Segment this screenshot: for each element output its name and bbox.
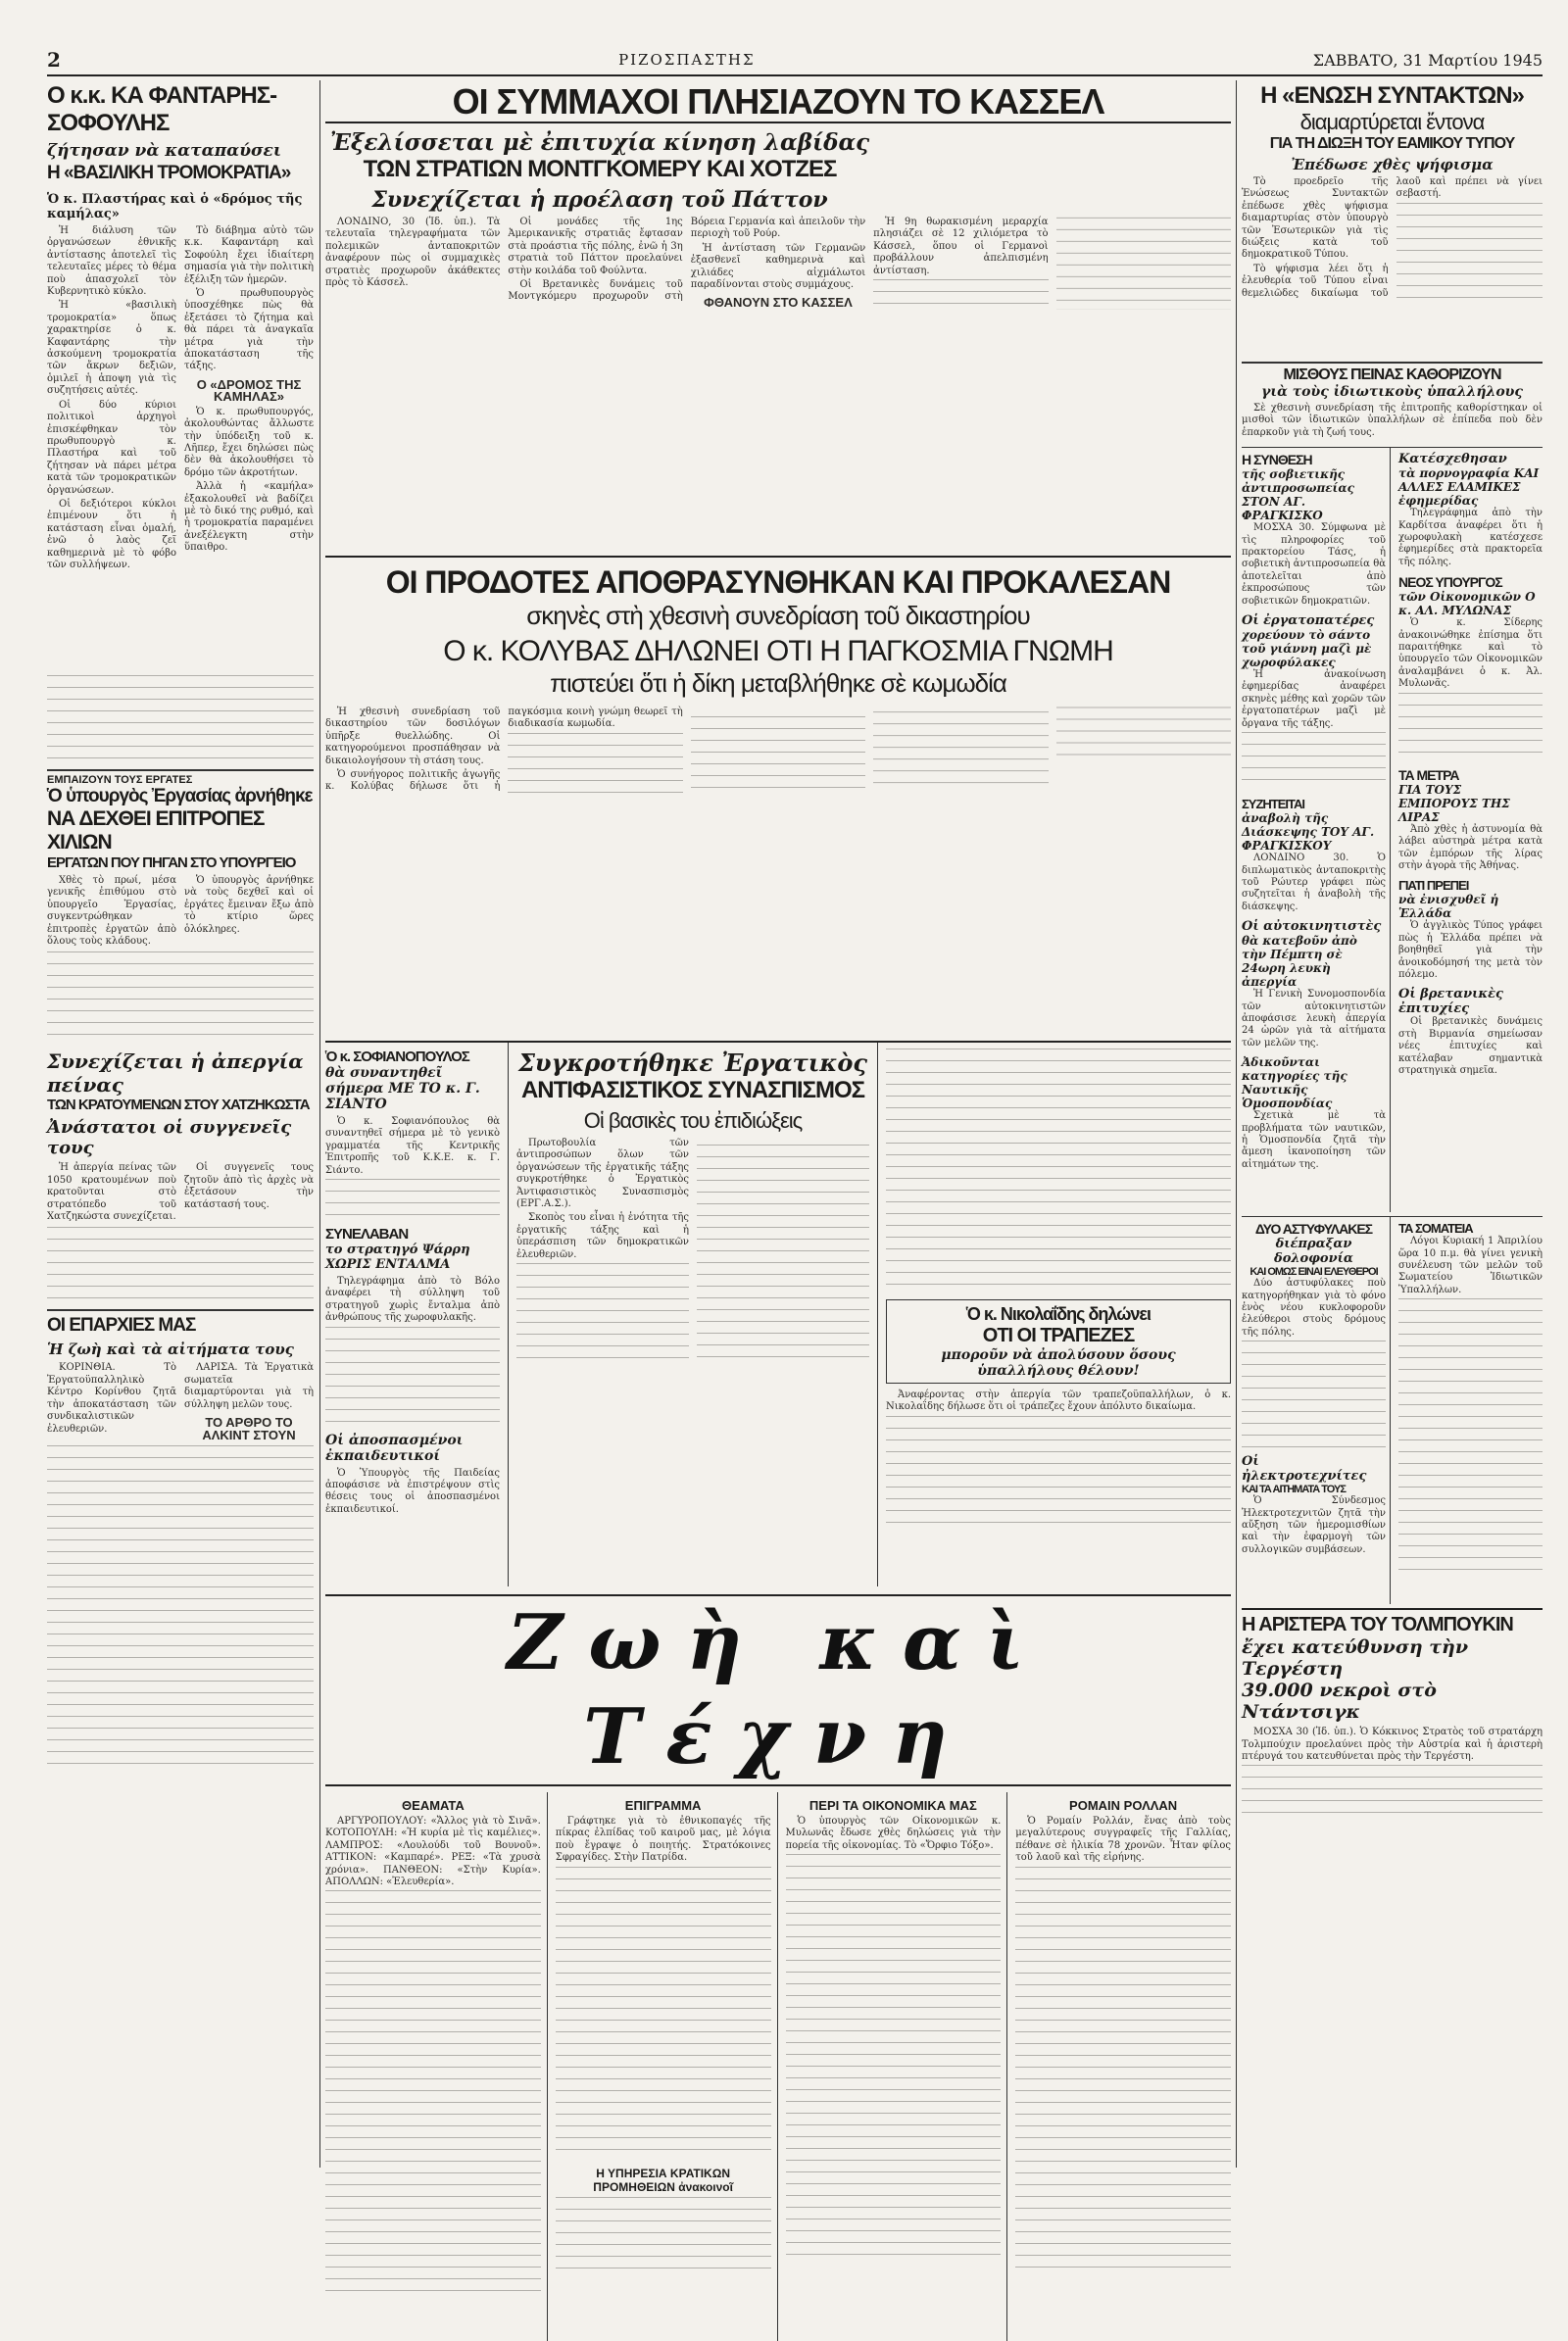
- paragraph: ΚΟΡΙΝΘΙΑ. Τὸ Ἐργατοϋπαλληλικὸ Κέντρο Κορίνθου ζητᾶ τὴν ἀποκατάσταση τῶν συνδικαλιστικῶν ἐλευθεριῶν.: [47, 1362, 176, 1435]
- culture-section-title-item: ΕΠΙΓΡΑΜΜΑ: [624, 1798, 702, 1813]
- provinces-subhead: Ἡ ζωὴ καὶ τὰ αἰτήματα τους: [47, 1341, 294, 1359]
- culture-section-title: Ζωὴ καὶ Τέχνη: [325, 1594, 1231, 1786]
- col3-two-column-area: [1242, 447, 1543, 1212]
- paragraph: Οἱ Βρετανικὲς δυνάμεις τοῦ Μοντγκόμερυ προχωροῦν στὴ Βόρεια Γερμανία καὶ ἀπειλοῦν τὴν περιοχὴ τοῦ Ρούρ.: [508, 217, 866, 303]
- paragraph: ΛΟΝΔΙΝΟ 30. Ὁ διπλωματικὸς ἀνταποκριτὴς τοῦ Ρώυτερ γράφει πὼς συζητεῖται ἡ ἀναβολὴ τῆς διάσκεψης.: [1242, 853, 1386, 912]
- paragraph: Σὲ χθεσινὴ συνεδρίαση τῆς ἐπιτροπῆς καθορίστηκαν οἱ μισθοὶ τῶν ἰδιωτικῶν ὑπαλλήλων σὲ ἐπίπεδα ποὺ δὲν ἐπαρκοῦν γιὰ τὴ ζωή τους.: [1242, 403, 1543, 438]
- paragraph: Ὁ κ. Σίδερης ἀνακοινώθηκε ἐπίσημα ὅτι παραιτήθηκε καὶ τὸ ὑπουργεῖο τῶν Οἰκονομικῶν ἀναλαμβάνει ὁ κ. Ἀλ. Μυλωνᾶς.: [1398, 617, 1543, 690]
- col1-kicker: Ὁ κ. Πλαστήρας καὶ ὁ «δρόμος τῆς καμήλας»: [47, 192, 303, 221]
- middle-stories-row: [325, 1041, 1231, 1586]
- soviet-head: Η ΣΥΝΘΕΣΗ: [1242, 452, 1312, 468]
- brit-head: Οἱ βρετανικὲς ἐπιτυχίες: [1398, 987, 1503, 1017]
- front-headline-2: ΑΝΤΙΦΑΣΙΣΤΙΚΟΣ ΣΥΝΑΣΠΙΣΜΟΣ: [520, 1077, 865, 1103]
- front-article-body: [516, 1138, 869, 1362]
- paragraph: Ὁ ὑπουργὸς ἀρνήθηκε νὰ τοὺς δεχθεῖ καὶ οἱ ἐργάτες ἔμειναν ἔξω ἀπὸ τὸ κτίριο ὥρες ὁλόκληρες.: [184, 875, 314, 935]
- text-lines-filler: [786, 1854, 1002, 2266]
- text-lines-filler: [325, 1327, 500, 1425]
- discharged-head: Οἱ ἀποσπασμένοι ἐκπαιδευτικοί: [325, 1432, 464, 1464]
- strike-subhead: ΤΩΝ ΚΡΑΤΟΥΜΕΝΩΝ ΣΤΟΥ ΧΑΤΖΗΚΩΣΤΑ: [47, 1097, 310, 1114]
- section-rule: [47, 769, 314, 771]
- text-lines-filler: [886, 1416, 1231, 1534]
- text-lines-filler: [325, 1179, 500, 1218]
- text-lines-filler: [556, 1867, 771, 2161]
- text-lines-filler: [47, 1227, 314, 1301]
- paragraph: Ἡ «βασιλικὴ τρομοκρατία» ὅπως χαρακτηρίσε ὁ κ. Καφαντάρης τὴν ἀσκούμενη τρομοκρατία τῶν ἄκρων δεξιῶν, ὁμιλεῖ ἡ ἀποψη γιὰ τὶς συζητήσεις αὐτές.: [47, 300, 176, 397]
- policemen-sub: χορεύουν τὸ σάντο τοῦ γιάννη μαζὶ μὲ χωροφύλακες: [1242, 628, 1372, 670]
- culture-section-title-item: ΡΟΜΑΙΝ ΡΟΛΛΑΝ: [1069, 1798, 1178, 1813]
- conf-head: ΣΥΖΗΤΕΙΤΑΙ: [1242, 797, 1305, 812]
- left-column: [47, 82, 314, 2168]
- paragraph: Ἀναφέροντας στὴν ἀπεργία τῶν τραπεζοϋπαλλήλων, ὁ κ. Νικολαΐδης δήλωσε ὅτι οἱ τράπεζες ἔχουν ἀπόλυτο δικαίωμα.: [886, 1390, 1231, 1413]
- paragraph: ΛΑΡΙΣΑ. Τὰ Ἐργατικὰ σωματεῖα διαμαρτύρονται γιὰ τὴ σύλληψη μελῶν τους.: [184, 1362, 314, 1410]
- box-headline-1: Ὁ ὑπουργὸς Ἐργασίας ἀρνήθηκε: [47, 786, 313, 806]
- box-article-body: [47, 875, 314, 948]
- meter-head: ΤΑ ΜΕΤΡΑ: [1398, 766, 1459, 783]
- text-lines-filler: [47, 1445, 314, 1769]
- arrest-head: ΣΥΝΕΛΑΒΑΝ: [325, 1226, 409, 1244]
- paragraph: Ὁ Σύνδεσμος Ἠλεκτροτεχνιτῶν ζητᾶ τὴν αὔξηση τῶν ἡμερομισθίων καὶ τὴν ἐφαρμογὴ τῶν συλλογικῶν συμβάσεων.: [1242, 1495, 1386, 1555]
- tolbukhin-head: Η ΑΡΙΣΤΕΡΑ ΤΟΥ ΤΟΛΜΠΟΥΚΙΝ: [1242, 1614, 1513, 1636]
- trial-headline-3: Ο κ. ΚΟΛΥΒΑΣ ΔΗΛΩΝΕΙ ΟΤΙ Η ΠΑΓΚΟΣΜΙΑ ΓΝΩΜΗ: [443, 635, 1113, 667]
- section-rule: [47, 1309, 314, 1311]
- col3-right-stories: [1398, 448, 1543, 1212]
- text-lines-filler: [1242, 1341, 1386, 1448]
- wages-sub: γιὰ τοὺς ἰδιωτικοὺς ὑπαλλήλους: [1261, 384, 1523, 400]
- paragraph: Ὁ ἀγγλικὸς Τύπος γράφει πὼς ἡ Ἑλλάδα πρέπει νὰ βοηθηθεῖ γιὰ τὴν ἀνοικοδόμησή της μετὰ τὸν πόλεμο.: [1398, 920, 1543, 980]
- allied-sub-3: Συνεχίζεται ἡ προέλαση τοῦ Πάττον: [371, 187, 828, 213]
- main-headline: ΟΙ ΣΥΜΜΑΧΟΙ ΠΛΗΣΙΑΖΟΥΝ ΤΟ ΚΑΣΣΕΛ: [325, 82, 1231, 123]
- somalia-article: [1398, 1217, 1543, 1604]
- col1-subhead2: Η «ΒΑΣΙΛΙΚΗ ΤΡΟΜΟΚΡΑΤΙΑ»: [47, 163, 291, 183]
- text-lines-filler: [47, 951, 314, 1040]
- trial-headline-4: πιστεύει ὅτι ἡ δίκη μεταβλήθηκε σὲ κωμωδία: [550, 668, 1006, 698]
- paragraph: ΑΡΓΥΡΟΠΟΥΛΟΥ: «Ἄλλος γιὰ τὸ Σινᾶ». ΚΟΤΟΠΟΥΛΗ: «Ἡ κυρία μὲ τὶς καμέλιες». ΛΑΜΠΡΟΣ: «Λουλούδι τοῦ Βουνοῦ». ΑΤΤΙΚΟΝ: «Καμπαρέ». ΡΕΞ: «Τὰ χρυσὰ χρόνια». ΠΑΝΘΕΟΝ: «Στὴν Κυρία». ΑΠΟΛΛΩΝ: «Ἐλευθερία».: [325, 1816, 541, 1888]
- paragraph: Ἡ ἀνακοίνωση ἐφημερίδας ἀναφέρει σκηνὲς μέθης καὶ χορῶν τῶν ἐργατοπατέρων μαζὶ μὲ ὄργανα τῆς τάξης.: [1242, 669, 1387, 729]
- text-lines-filler: [325, 1890, 541, 2302]
- ban-sub: τὰ πορνογραφία ΚΑΙ ΑΛΛΕΣ ΕΛΑΜΙΚΕΣ ἐφημερίδας: [1398, 466, 1540, 509]
- paragraph: ΛΟΝΔΙΝΟ, 30 (Ἰδ. ὑπ.). Τὰ τελευταῖα τηλεγραφήματα τῶν πολεμικῶν ἀνταποκριτῶν ἀναφέρουν πὼς οἱ συμμαχικὲς στρατιὲς προχωροῦν ἀκάθεκτες πρὸς τὸ Κάσσελ.: [325, 217, 501, 289]
- tolbukhin-sub-2: 39.000 νεκροὶ στὸ Ντάντσιγκ: [1242, 1680, 1437, 1724]
- elec-sub: ΚΑΙ ΤΑ ΑΙΤΗΜΑΤΑ ΤΟΥΣ: [1242, 1484, 1346, 1496]
- box-headline-2: ΝΑ ΔΕΧΘΕΙ ΕΠΙΤΡΟΠΕΣ ΧΙΛΙΩΝ: [47, 807, 265, 853]
- paragraph: Ὁ κ. πρωθυπουργός, ἀκολουθώντας ἄλλωστε τὴν ὑπόδειξη τοῦ κ. Λῆπερ, ἔχει δηλώσει πὼς δὲν θὰ ἀκολουθήσει τὸ δρόμο τῶν ἀκροτήτων.: [184, 406, 314, 478]
- page-number: 2: [47, 48, 61, 72]
- soph-headline: Ὁ κ. ΣΟΦΙΑΝΟΠΟΥΛΟΣ: [325, 1049, 469, 1065]
- paragraph: ΜΟΣΧΑ 30 (Ἰδ. ὑπ.). Ὁ Κόκκινος Στρατὸς τοῦ στρατάρχη Τολμπούχιν προελαύνει πρὸς τὴν Αὐστρία καὶ ἡ ἀριστερὴ πτέρυγά του κατευθύνεται πρὸς τὴν Τεργέστη.: [1242, 1727, 1543, 1763]
- why-sub: νὰ ἐνισχυθεῖ ἡ Ἑλλάδα: [1398, 893, 1499, 921]
- section-rule: [1242, 362, 1543, 364]
- text-lines-filler: [1242, 732, 1386, 791]
- text-lines-filler: [1015, 1867, 1231, 2278]
- text-lines-filler: [1396, 203, 1544, 301]
- col1-subhead: ζήτησαν νὰ καταπαύσει: [47, 141, 282, 161]
- paragraph: Οἱ δεξιότεροι κύκλοι ἐπιμένουν ὅτι ἡ κατάσταση εἶναι ὁμαλή, ἐνῶ ὁ λαὸς ζεῖ καθημερινὰ μὲ τὸ φόβο τῶν συλλήψεων.: [47, 498, 176, 570]
- paragraph: Τηλεγράφημα ἀπὸ τὸ Βόλο ἀναφέρει τὴ σύλληψη τοῦ στρατηγοῦ χωρὶς ἔνταλμα ἀπὸ ἀνθρώπους τῆς χωροφυλακῆς.: [325, 1276, 500, 1324]
- paragraph: Ὁ ὑπουργὸς τῶν Οἰκονομικῶν κ. Μυλωνᾶς ἔδωσε χθὲς δηλώσεις γιὰ τὴν πορεία τῆς οἰκονομίας. Τὸ «Ὄρφιο Τόξο».: [785, 1816, 1002, 1851]
- nikol-box: [886, 1299, 1231, 1384]
- strike-subhead-2: Ἀνάστατοι οἱ συγγενεῖς τους: [47, 1117, 292, 1159]
- provinces-article-title: ΤΟ ΑΡΘΡΟ ΤΟ ΑΛΚΙΝΤ ΣΤΟΥΝ: [202, 1415, 296, 1442]
- paragraph: Οἱ συγγενεῖς τους ζητοῦν ἀπὸ τὶς ἀρχὲς νὰ ἐξετάσουν τὴν κατάστασή τους.: [184, 1162, 314, 1210]
- box-kicker: ΕΜΠΑΙΖΟΥΝ ΤΟΥΣ ΕΡΓΑΤΕΣ: [47, 774, 193, 786]
- trial-article: [325, 556, 1231, 699]
- nikol-article: [878, 1043, 1231, 1586]
- nikol-sub: ΟΤΙ ΟΙ ΤΡΑΠΕΖΕΣ: [982, 1325, 1135, 1346]
- paragraph: Ὁ Ρομαίν Ρολλάν, ἕνας ἀπὸ τοὺς μεγαλύτερους συγγραφεῖς τῆς Γαλλίας, πέθανε σὲ ἡλικία 78 χρονῶν. Ἦταν φίλος τοῦ λαοῦ καὶ τῆς εἰρήνης.: [1015, 1816, 1231, 1864]
- paragraph: Γράφτηκε γιὰ τὸ ἐθνικοπαγές τῆς πίκρας ἐλπίδας τοῦ καιροῦ μας, μὲ λόγια ποὺ ἔγραψε ὁ ποιητής. Στρατόκοινες Σφραγίδες. Στὴν Πατρίδα.: [555, 1816, 771, 1864]
- paragraph: Χθὲς τὸ πρωί, μέσα γενικῆς ἐπιθύμου στὸ ὑπουργεῖο Ἐργασίας, συγκεντρώθηκαν ἐπιτροπὲς ἐργατῶν ἀπὸ ὅλους τοὺς κλάδους.: [47, 875, 176, 948]
- auto-head: Οἱ αὐτοκινητιστὲς: [1242, 919, 1382, 935]
- paragraph: Ἡ ἀπεργία πείνας τῶν 1050 κρατουμένων ποὺ κρατοῦνται στὸ στρατόπεδο τοῦ Χατζηκώστα συνεχίζεται.: [47, 1162, 176, 1223]
- text-lines-filler: [1398, 1298, 1543, 1573]
- arrest-sub: το στρατηγό Ψάρρη ΧΩΡΙΣ ΕΝΤΑΛΜΑ: [325, 1243, 470, 1273]
- conf-sub: ἀναβολὴ τῆς Διάσκεψης ΤΟΥ ΑΓ. ΦΡΑΓΚΙΣΚΟΥ: [1242, 811, 1375, 853]
- newspaper-page: [47, 45, 1543, 2194]
- provinces-body: [47, 1362, 314, 1440]
- paragraph: Ὁ Ὑπουργὸς τῆς Παιδείας ἀποφάσισε νὰ ἐπιστρέψουν στὶς θέσεις τους οἱ ἀποσπασμένοι ἐκπαιδευτικοί.: [325, 1467, 500, 1515]
- police-head: ΔΥΟ ΑΣΤΥΦΥΛΑΚΕΣ: [1254, 1221, 1373, 1238]
- paragraph: Οἱ δύο κύριοι πολιτικοὶ ἀρχηγοὶ ἐπισκέφθηκαν τὸν πρωθυπουργὸ κ. Πλαστήρα καὶ τοῦ ζήτησαν νὰ πάρει μέτρα κατὰ τῶν τρομοκρατικῶν ὀργανώσεων.: [47, 399, 176, 496]
- col3-headline-1: Η «ΕΝΩΣΗ ΣΥΝΤΑΚΤΩΝ»: [1260, 82, 1524, 109]
- text-lines-filler: [556, 2197, 771, 2275]
- soph-article: [325, 1043, 509, 1586]
- paragraph: Τὸ διάβημα αὐτὸ τῶν κ.κ. Καφαντάρη καὶ Σοφούλη ἔχει ἰδιαίτερη σημασία γιὰ τὴν πολιτικὴ ἐξέλιξη τῶν ἡμερῶν.: [184, 225, 314, 285]
- soviet-sub: τῆς σοβιετικῆς ἀντιπροσωπείας ΣΤΟΝ ΑΓ. ΦΡΑΓΚΙΣΚΟ: [1242, 467, 1354, 523]
- col1-headline: Ο κ.κ. ΚΑ ΦΑΝΤΑΡΗΣ-ΣΟΦΟΥΛΗΣ: [47, 82, 277, 136]
- column-rule: [1236, 80, 1237, 2168]
- culture-section: [786, 1792, 1008, 2341]
- paragraph: Πρωτοβουλία τῶν ἀντιπροσώπων ὅλων τῶν ὀργανώσεων τῆς ἐργατικῆς τάξης συγκροτήθηκε ὁ Ἐργατικὸς Ἀντιφασιστικὸς Συνασπισμὸς (ΕΡΓ.Α.Σ.).: [516, 1138, 689, 1210]
- allied-subsection: ΦΘΑΝΟΥΝ ΣΤΟ ΚΑΣΣΕΛ: [704, 295, 853, 311]
- police-sub-2: ΚΑΙ ΟΜΩΣ ΕΙΝΑΙ ΕΛΕΥΘΕΡΟΙ: [1250, 1266, 1378, 1279]
- col1-article-body: [47, 225, 314, 671]
- paragraph: Οἱ βρετανικὲς δυνάμεις στὴ Βιρμανία σημείωσαν νέες ἐπιτυχίες καὶ κατέλαβαν σημαντικὰ στρατηγικὰ σημεῖα.: [1398, 1016, 1543, 1076]
- policemen-head: Οἱ ἐργατοπατέρες: [1242, 613, 1375, 629]
- text-lines-filler: [1398, 693, 1543, 761]
- paragraph: Ἡ 9η θωρακισμένη μεραρχία πλησιάζει σὲ 12 χιλιόμετρα τὸ Κάσσελ, ὅπου οἱ Γερμανοὶ προβάλλουν ἀπελπισμένη ἀντίσταση.: [873, 217, 1049, 276]
- culture-section: [556, 1792, 778, 2341]
- service-head: Η ΥΠΗΡΕΣΙΑ ΚΡΑΤΙΚΩΝ ΠΡΟΜΗΘΕΙΩΝ ἀνακοινοῖ: [593, 2166, 733, 2194]
- text-lines-filler: [1242, 1765, 1543, 1824]
- paragraph: Τηλεγράφημα ἀπὸ τὴν Καρδίτσα ἀναφέρει ὅτι ἡ χωροφυλακὴ κατέσχεσε ἐφημερίδες στὰ πρακτορεῖα τῆς πόλης.: [1398, 508, 1543, 567]
- navy-head: Ἀδικοῦνται κατηγορίες τῆς Ναυτικῆς Ὁμοσπονδίας: [1242, 1055, 1348, 1111]
- auto-sub: θὰ κατεβοῦν ἀπὸ τὴν Πέμπτη σὲ 24ωρη λευκὴ ἀπεργία: [1242, 934, 1357, 990]
- nikol-headline: Ὁ κ. Νικολαΐδης δηλώνει: [966, 1304, 1151, 1324]
- trial-headline-1: ΟΙ ΠΡΟΔΟΤΕΣ ΑΠΟΘΡΑΣΥΝΘΗΚΑΝ ΚΑΙ ΠΡΟΚΑΛΕΣΑΝ: [385, 564, 1171, 600]
- wages-head: ΜΙΣΘΟΥΣ ΠΕΙΝΑΣ ΚΑΘΟΡΙΖΟΥΝ: [1283, 366, 1501, 383]
- front-subhead: Οἱ βασικὲς του ἐπιδιώξεις: [583, 1108, 803, 1133]
- text-lines-filler: [886, 1049, 1231, 1293]
- box-headline-3: ΕΡΓΑΤΩΝ ΠΟΥ ΠΗΓΑΝ ΣΤΟ ΥΠΟΥΡΓΕΙΟ: [47, 854, 296, 871]
- paragraph: Ἡ ἀντίσταση τῶν Γερμανῶν ἐξασθενεῖ καθημερινὰ καὶ χιλιάδες αἰχμάλωτοι παραδίνονται στοὺς συμμάχους.: [690, 242, 866, 291]
- col3-article-body: [1242, 176, 1543, 358]
- culture-section-title-item: ΘΕΑΜΑΤΑ: [402, 1798, 465, 1813]
- trial-headline-2: σκηνὲς στὴ χθεσινὴ συνεδρίαση τοῦ δικαστηρίου: [526, 601, 1030, 630]
- allied-sub-1: Ἐξελίσσεται μὲ ἐπιτυχία κίνηση λαβίδας: [329, 129, 870, 156]
- col3-left-stories: [1242, 448, 1391, 1212]
- paragraph: Ὁ πρωθυπουργὸς ὑποσχέθηκε πὼς θὰ ἐξετάσει τὸ ζήτημα καὶ θὰ πάρει τὰ ἀναγκαῖα μέτρα γιὰ τὴν ἀποκατάσταση τῆς τάξης.: [184, 288, 314, 372]
- why-head: ΓΙΑΤΙ ΠΡΕΠΕΙ: [1398, 878, 1469, 894]
- allied-article: [325, 123, 874, 217]
- culture-section-title-item: ΠΕΡΙ ΤΑ ΟΙΚΟΝΟΜΙΚΑ ΜΑΣ: [808, 1798, 977, 1813]
- col3-headline-3: ΓΙΑ ΤΗ ΔΙΩΞΗ ΤΟΥ ΕΑΜΙΚΟΥ ΤΥΠΟΥ: [1269, 135, 1515, 152]
- paragraph: Ἀπὸ χθὲς ἡ ἀστυνομία θὰ λάβει αὐστηρὰ μέτρα κατὰ τῶν ἐμπόρων τῆς λίρας στὴν ἀγορὰ τῆς Ἀθήνας.: [1398, 823, 1543, 871]
- col3-headline-2: διαμαρτύρεται ἔντονα: [1299, 110, 1485, 134]
- trial-article-body: [325, 707, 1231, 1035]
- culture-section: [325, 1792, 548, 2341]
- police-sub: διέπραξαν δολοφονία: [1274, 1237, 1353, 1267]
- front-article: [509, 1043, 878, 1586]
- tolbukhin-article: [1242, 1608, 1543, 1824]
- paragraph: Λόγοι Κυριακή 1 Ἀπριλίου ὥρα 10 π.μ. θὰ γίνει γενικὴ συνέλευση τῶν μελῶν τοῦ Σωματείου Ἰδιωτικῶν Ὑπαλλήλων.: [1398, 1236, 1543, 1295]
- paragraph: Ἀλλὰ ἡ «καμήλα» ἐξακολουθεῖ νὰ βαδίζει μὲ τὸ δικό της ρυθμό, καὶ ἡ τρομοκρατία παραμένει ἀνεξέλεγκτη στὴν ὕπαιθρο.: [184, 481, 314, 554]
- meter-sub: ΓΙΑ ΤΟΥΣ ΕΜΠΟΡΟΥΣ ΤΗΣ ΛΙΡΑΣ: [1398, 782, 1510, 824]
- paragraph: Σχετικὰ μὲ τὰ προβλήματα τῶν ναυτικῶν, ἡ Ὁμοσπονδία ζητᾶ τὴν ἄμεση ἱκανοποίηση τῶν αἰτημάτων της.: [1242, 1110, 1386, 1170]
- paragraph: Ἡ χθεσινὴ συνεδρίαση τοῦ δικαστηρίου τῶν δοσιλόγων ὑπῆρξε θυελλώδης. Οἱ κατηγορούμενοι προσπάθησαν νὰ δικαιολογήσουν τὴ στάση τους.: [325, 707, 501, 766]
- paragraph: Ὁ κ. Σοφιανόπουλος θὰ συναντηθεῖ σήμερα μὲ τὸ γενικὸ γραμματέα τῆς Κεντρικῆς Ἐπιτροπῆς τοῦ Κ.Κ.Ε. κ. Γ. Σιάντο.: [325, 1116, 500, 1176]
- masthead: [47, 45, 1543, 76]
- column-rule: [319, 80, 320, 2168]
- ban-head: Κατέσχεθησαν: [1398, 452, 1507, 467]
- issue-date: ΣΑΒΒΑΤΟ, 31 Μαρτίου 1945: [1312, 50, 1543, 70]
- paragraph: Ὁ συνήγορος πολιτικῆς ἀγωγῆς κ. Κολύβας δήλωσε ὅτι ἡ παγκόσμια κοινὴ γνώμη θεωρεῖ τὴ διαδικασία κωμωδία.: [325, 707, 683, 793]
- col3-kicker: Ἐπέδωσε χθὲς ψήφισμα: [1291, 156, 1494, 173]
- new-minister-head: ΝΕΟΣ ΥΠΟΥΡΓΟΣ: [1398, 574, 1502, 591]
- paper-name: ΡΙΖΟΣΠΑΣΤΗΣ: [618, 51, 756, 69]
- somalia-head: ΤΑ ΣΟΜΑΤΕΙΑ: [1398, 1221, 1473, 1237]
- paragraph: Δύο ἀστυφύλακες ποὺ κατηγορήθηκαν γιὰ τὸ φόνο ἑνὸς νέου κυκλοφοροῦν ἐλεύθεροι στοὺς δρόμους τῆς πόλης.: [1242, 1278, 1386, 1338]
- allied-sub-2: ΤΩΝ ΣΤΡΑΤΙΩΝ ΜΟΝΤΓΚΟΜΕΡΥ ΚΑΙ ΧΟΤΖΕΣ: [363, 156, 837, 182]
- col1-sub-heading: Ο «ΔΡΟΜΟΣ ΤΗΣ ΚΑΜΗΛΑΣ»: [196, 376, 302, 405]
- strike-headline: Συνεχίζεται ἡ ἀπεργία πείνας: [47, 1049, 304, 1097]
- culture-sections: [325, 1792, 1231, 2341]
- allied-article-body: [325, 217, 1231, 550]
- paragraph: Τὸ ψήφισμα λέει ὅτι ἡ ἐλευθερία τοῦ Τύπου εἶναι θεμελιῶδες δικαίωμα τοῦ λαοῦ καὶ πρέπει νὰ γίνει σεβαστή.: [1242, 176, 1543, 299]
- new-minister-sub: τῶν Οἰκονομικῶν Ο κ. ΑΛ. ΜΥΛΩΝΑΣ: [1398, 590, 1536, 618]
- paragraph: Ἡ Γενικὴ Συνομοσπονδία τῶν αὐτοκινητιστῶν ἀποφάσισε λευκὴ ἀπεργία 24 ὡρῶν γιὰ τὰ αἰτήματα τῶν μελῶν της.: [1242, 989, 1386, 1049]
- paragraph: Σκοπὸς του εἶναι ἡ ἑνότητα τῆς ἐργατικῆς τάξης καὶ ἡ ὑπεράσπιση τῶν δημοκρατικῶν ἐλευθεριῶν.: [516, 1212, 689, 1260]
- paragraph: Τὸ προεδρεῖο τῆς Ἑνώσεως Συντακτῶν ἐπέδωσε χθὲς ψήφισμα διαμαρτυρίας στὸν ὑπουργὸ τῶν Ἐσωτερικῶν γιὰ τὶς διώξεις κατὰ τοῦ δημοκρατικοῦ Τύπου.: [1242, 176, 1389, 261]
- text-lines-filler: [47, 675, 314, 763]
- provinces-heading: ΟΙ ΕΠΑΡΧΙΕΣ ΜΑΣ: [47, 1315, 196, 1337]
- paragraph: Ἡ διάλυση τῶν ὀργανώσεων ἐθνικῆς ἀντίστασης ἀποτελεῖ τὶς τελευταῖες μέρες τὸ θέμα ποὺ ἀπασχολεῖ τὸν Κυβερνητικὸ κύκλο.: [47, 225, 176, 298]
- front-headline-1: Συγκροτήθηκε Ἐργατικὸς: [517, 1049, 868, 1077]
- police-article: [1242, 1217, 1391, 1604]
- center-column: [325, 81, 1231, 2194]
- nikol-sub-2: μποροῦν νὰ ἀπολύσουν ὅσους ὑπαλλήλους θέλουν!: [941, 1347, 1176, 1379]
- paragraph: ΜΟΣΧΑ 30. Σύμφωνα μὲ τὶς πληροφορίες τοῦ πρακτορείου Τάσς, ἡ σοβιετικὴ ἀντιπροσωπεία θὰ ἀποτελεῖται ἀπὸ ἐκπροσώπους τῶν σοβιετικῶν δημοκρατιῶν.: [1242, 522, 1386, 607]
- tolbukhin-sub: ἔχει κατεύθυνση τὴν Τεργέστη: [1242, 1636, 1469, 1681]
- soph-sub: θὰ συναντηθεῖ σήμερα ΜΕ ΤΟ κ. Γ. ΣΙΑΝΤΟ: [325, 1065, 480, 1112]
- strike-article-body: [47, 1162, 314, 1223]
- paragraph: Οἱ μονάδες τῆς 1ης Ἀμερικανικῆς στρατιᾶς ἔφτασαν στὰ προάστια τῆς πόλης, ἐνῶ ἡ 3η στρατιὰ τοῦ Πάττον προελαύνει στὴν κοιλάδα τοῦ Φούλντα.: [508, 217, 683, 276]
- col3-lower-area: [1242, 1216, 1543, 1604]
- culture-section: [1015, 1792, 1231, 2341]
- elec-head: Οἱ ἠλεκτροτεχνίτες: [1242, 1454, 1367, 1485]
- right-column: [1242, 82, 1543, 2168]
